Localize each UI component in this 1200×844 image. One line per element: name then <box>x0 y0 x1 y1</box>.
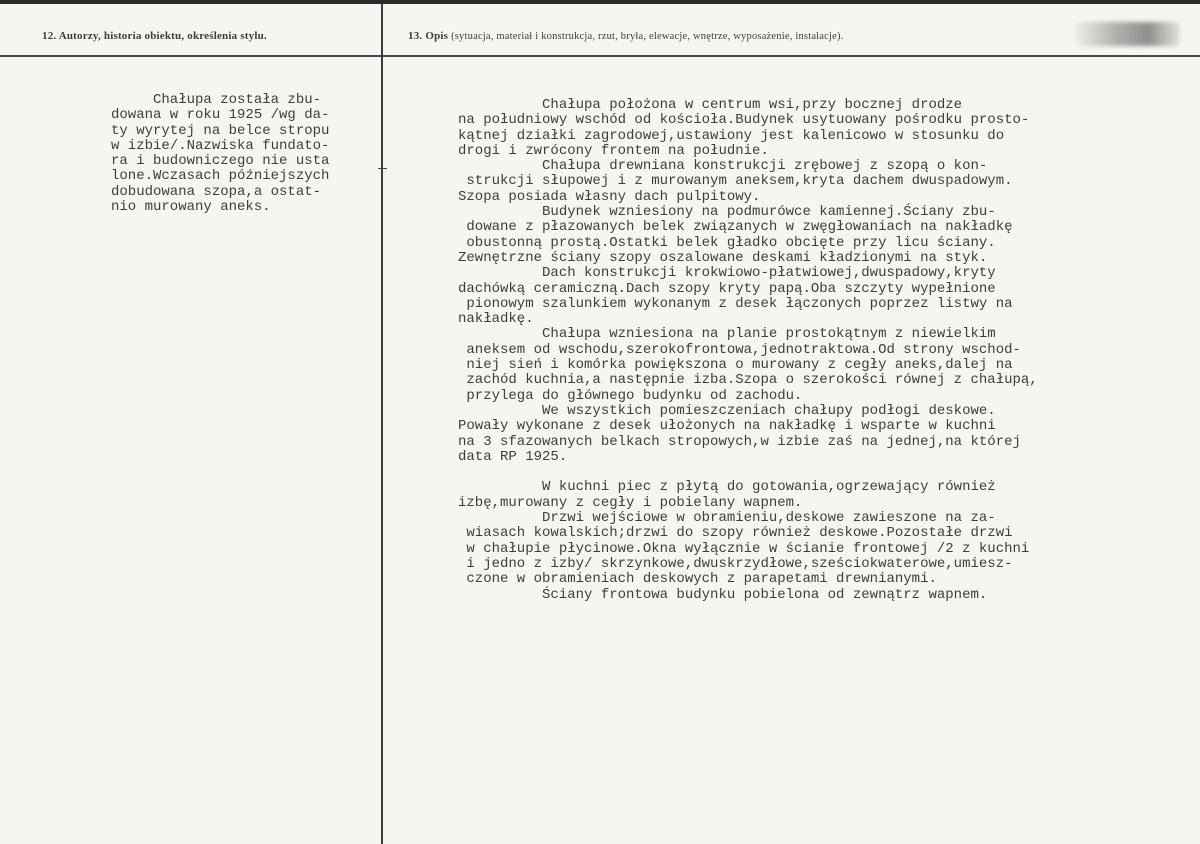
history-text <box>111 93 329 215</box>
field-12-heading <box>42 30 267 42</box>
description-line: aneksem od wschodu,szerokofrontowa,jednotraktowa.Od strony wschod- <box>458 341 1021 358</box>
field-13-number: 13. <box>408 30 423 42</box>
description-line: pionowym szalunkiem wykonanym z desek łączonych poprzez listwy na <box>458 295 1013 312</box>
description-line: Zewnętrzne ściany szopy oszalowane deskami kładzionymi na styk. <box>458 249 988 266</box>
description-text <box>458 98 1038 603</box>
description-line: Chałupa wzniesiona na planie prostokątnym z niewielkim <box>458 326 996 343</box>
description-line: na 3 sfazowanych belkach stropowych,w izbie zaś na jednej,na której <box>458 433 1021 450</box>
description-line: Ściany frontowa budynku pobielona od zewnątrz wapnem. <box>458 586 988 603</box>
description-line: W kuchni piec z płytą do gotowania,ogrzewający również <box>458 479 996 496</box>
field-12-title: Autorzy, historia obiektu, określenia stylu. <box>58 30 267 42</box>
description-line: zachód kuchnia,a następnie izba.Szopa o szerokości równej z chałupą, <box>458 372 1038 389</box>
margin-mark <box>378 168 387 169</box>
description-line: wiasach kowalskich;drzwi do szopy również deskowe.Pozostałe drzwi <box>458 525 1013 542</box>
description-line: Drzwi wejściowe w obramieniu,deskowe zawieszone na za- <box>458 510 996 527</box>
field-12-number: 12. <box>42 30 57 42</box>
description-line: na południowy wschód od kościoła.Budynek usytuowany pośrodku prosto- <box>458 112 1030 129</box>
history-line: ra i budowniczego nie usta <box>111 153 330 170</box>
description-line: Chałupa drewniana konstrukcji zrębowej z szopą o kon- <box>458 158 988 175</box>
description-line: dachówką ceramiczną.Dach szopy kryty papą.Oba szczyty wypełnione <box>458 280 996 297</box>
description-line: Powały wykonane z desek ułożonych na nakładkę i wsparte w kuchni <box>458 418 996 435</box>
description-line: Szopa posiada własny dach pulpitowy. <box>458 188 761 205</box>
description-line: w chałupie płycinowe.Okna wyłącznie w ścianie frontowej /2 z kuchni <box>458 540 1030 557</box>
description-line: izbę,murowany z cegły i pobielany wapnem. <box>458 494 803 511</box>
description-line: dowane z płazowanych belek związanych w zwęgłowaniach na nakładkę <box>458 219 1013 236</box>
description-line: We wszystkich pomieszczeniach chałupy podłogi deskowe. <box>458 402 996 419</box>
description-line: przylega do głównego budynku od zachodu. <box>458 387 803 404</box>
history-line: ty wyrytej na belce stropu <box>111 122 330 139</box>
field-13-heading <box>408 30 844 42</box>
description-line: niej sień i komórka powiększona o murowany z cegły aneks,dalej na <box>458 357 1013 374</box>
history-line: dowana w roku 1925 /wg da- <box>111 107 330 124</box>
description-line: strukcji słupowej i z murowanym aneksem,kryta dachem dwuspadowym. <box>458 173 1013 190</box>
top-border <box>0 0 1200 4</box>
description-line: obustonną prostą.Ostatki belek gładko obcięte przy licu ściany. <box>458 234 996 251</box>
field-13-title: Opis <box>425 30 449 42</box>
description-line: i jedno z izby/ skrzynkowe,dwuskrzydłowe,sześciokwaterowe,umiesz- <box>458 555 1013 572</box>
description-line: czone w obramieniach deskowych z parapetami drewnianymi. <box>458 571 937 588</box>
history-line: w izbie/.Nazwiska fundato- <box>111 137 330 154</box>
header-divider <box>0 55 1200 57</box>
description-line: Dach konstrukcji krokwiowo-płatwiowej,dwuspadowy,kryty <box>458 265 996 282</box>
history-line: nio murowany aneks. <box>111 199 271 216</box>
field-13-subtitle: (sytuacja, materiał i konstrukcja, rzut, bryła, elewacje, wnętrze, wyposażenie, instalacje). <box>451 31 844 42</box>
history-line: Chałupa została zbu- <box>111 92 322 108</box>
history-line: lone.Wczasach późniejszych <box>111 168 330 185</box>
description-line: kątnej działki zagrodowej,ustawiony jest kalenicowo w stosunku do <box>458 127 1005 144</box>
column-divider <box>381 4 383 844</box>
description-line: data RP 1925. <box>458 448 568 465</box>
history-line: dobudowana szopa,a ostat- <box>111 183 322 200</box>
description-line: Budynek wzniesiony na podmurówce kamiennej.Ściany zbu- <box>458 204 996 221</box>
description-line: Chałupa położona w centrum wsi,przy bocznej drodze <box>458 97 963 113</box>
description-line: drogi i zwrócony frontem na południe. <box>458 142 769 159</box>
description-line: nakładkę. <box>458 311 534 328</box>
ink-smudge <box>1075 22 1180 46</box>
